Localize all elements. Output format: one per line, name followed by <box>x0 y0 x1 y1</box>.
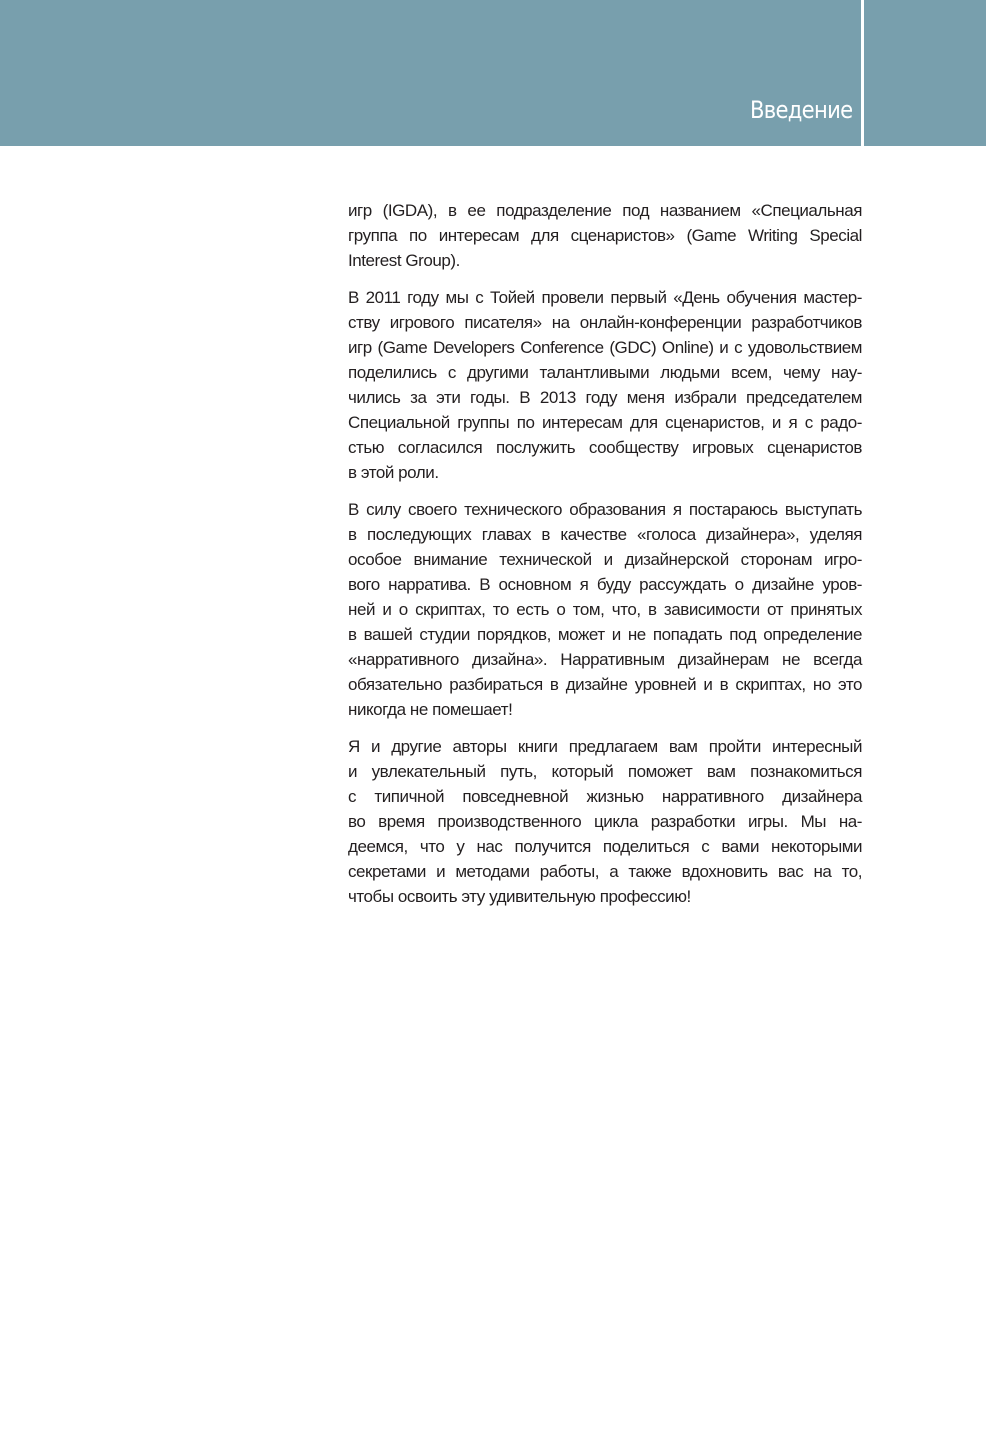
paragraph-4 <box>348 734 862 909</box>
text-line: и увлекательный путь, который поможет вам познакомиться <box>348 762 862 781</box>
text-line: секретами и методами работы, а также вдохновить вас на то, <box>348 862 862 881</box>
text-line: во время производственного цикла разработки игры. Мы на- <box>348 812 862 831</box>
text-line: игр (Game Developers Conference (GDC) Online) и с удовольствием <box>348 338 862 357</box>
text-line: Специальной группы по интересам для сценаристов, и я с радо- <box>348 413 862 432</box>
text-line: ней и о скриптах, то есть о том, что, в зависимости от принятых <box>348 600 862 619</box>
paragraph-3 <box>348 497 862 722</box>
text-line: В силу своего технического образования я постараюсь выступать <box>348 500 862 519</box>
text-line: Interest Group). <box>348 251 460 270</box>
text-line: поделились с другими талантливыми людьми всем, чему нау- <box>348 363 862 382</box>
section-title: Введение <box>749 96 852 124</box>
text-line: группа по интересам для сценаристов» (Game Writing Special <box>348 226 862 245</box>
text-line: обязательно разбираться в дизайне уровней и в скриптах, но это <box>348 675 862 694</box>
text-line: в вашей студии порядков, может и не попадать под определение <box>348 625 862 644</box>
header-band <box>0 0 986 146</box>
header-divider <box>861 0 864 146</box>
text-line: «нарративного дизайна». Нарративным дизайнерам не всегда <box>348 650 862 669</box>
text-line: особое внимание технической и дизайнерской сторонам игро- <box>348 550 862 569</box>
text-line: с типичной повседневной жизнью нарративного дизайнера <box>348 787 862 806</box>
text-line: игр (IGDA), в ее подразделение под названием «Специальная <box>348 201 862 220</box>
paragraph-1 <box>348 198 862 273</box>
text-line: Я и другие авторы книги предлагаем вам пройти интересный <box>348 737 862 756</box>
text-line: вого нарратива. В основном я буду рассуждать о дизайне уров- <box>348 575 862 594</box>
text-line: ству игрового писателя» на онлайн-конференции разработчиков <box>348 313 862 332</box>
text-line: В 2011 году мы с Тойей провели первый «День обучения мастер- <box>348 288 862 307</box>
text-line: чтобы освоить эту удивительную профессию! <box>348 887 691 906</box>
paragraph-2 <box>348 285 862 485</box>
text-line: чились за эти годы. В 2013 году меня избрали председателем <box>348 388 862 407</box>
text-line: в этой роли. <box>348 463 439 482</box>
text-line: в последующих главах в качестве «голоса дизайнера», уделяя <box>348 525 862 544</box>
text-line: никогда не помешает! <box>348 700 513 719</box>
text-line: деемся, что у нас получится поделиться с вами некоторыми <box>348 837 862 856</box>
text-line: стью согласился послужить сообществу игровых сценаристов <box>348 438 862 457</box>
body-text <box>348 198 862 921</box>
